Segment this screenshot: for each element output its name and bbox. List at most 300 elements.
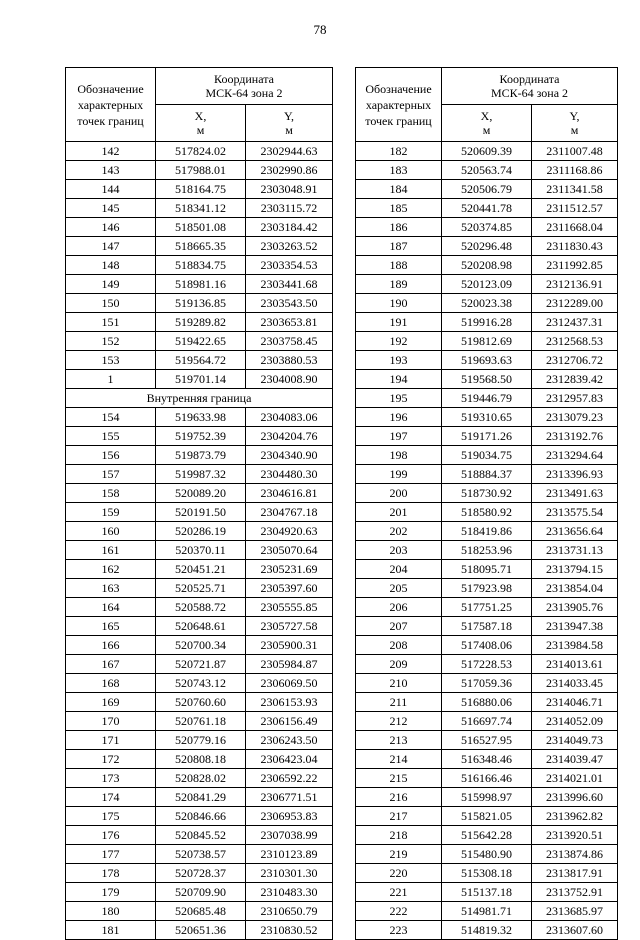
x-coordinate: 515821.05 — [442, 807, 532, 826]
table-row — [356, 731, 618, 750]
y-coordinate: 2313962.82 — [532, 807, 618, 826]
point-number: 194 — [356, 370, 442, 389]
table-row — [66, 370, 333, 389]
x-coordinate: 520089.20 — [156, 484, 246, 503]
table-row — [356, 370, 618, 389]
table-row — [356, 332, 618, 351]
x-coordinate: 515308.18 — [442, 864, 532, 883]
point-number: 179 — [66, 883, 156, 902]
coordinate-header — [156, 68, 333, 105]
table-row — [66, 750, 333, 769]
point-number: 155 — [66, 427, 156, 446]
point-number: 159 — [66, 503, 156, 522]
y-coordinate: 2306243.50 — [246, 731, 333, 750]
y-coordinate: 2314039.47 — [532, 750, 618, 769]
table-row — [356, 294, 618, 313]
x-coordinate: 519633.98 — [156, 408, 246, 427]
y-coordinate: 2306153.93 — [246, 693, 333, 712]
point-number: 208 — [356, 636, 442, 655]
x-coordinate: 520779.16 — [156, 731, 246, 750]
x-coordinate: 520728.37 — [156, 864, 246, 883]
y-coordinate: 2312289.00 — [532, 294, 618, 313]
table-row — [356, 788, 618, 807]
table-row — [66, 199, 333, 218]
x-coordinate: 520685.48 — [156, 902, 246, 921]
x-coordinate: 515642.28 — [442, 826, 532, 845]
y-coordinate: 2302990.86 — [246, 161, 333, 180]
point-number: 204 — [356, 560, 442, 579]
point-number: 153 — [66, 351, 156, 370]
y-coordinate: 2313920.51 — [532, 826, 618, 845]
table-row — [66, 788, 333, 807]
point-number: 160 — [66, 522, 156, 541]
table-row — [356, 446, 618, 465]
point-number: 196 — [356, 408, 442, 427]
table-row — [66, 465, 333, 484]
x-coordinate: 519136.85 — [156, 294, 246, 313]
y-coordinate: 2313752.91 — [532, 883, 618, 902]
x-coordinate: 517059.36 — [442, 674, 532, 693]
x-coordinate: 519812.69 — [442, 332, 532, 351]
table-row — [356, 142, 618, 161]
point-number: 148 — [66, 256, 156, 275]
table-row — [66, 598, 333, 617]
table-row — [66, 142, 333, 161]
y-unit: м — [285, 123, 293, 137]
y-unit: м — [570, 123, 579, 137]
x-coordinate: 519987.32 — [156, 465, 246, 484]
table-row — [356, 693, 618, 712]
table-row — [356, 180, 618, 199]
x-coordinate: 519701.14 — [156, 370, 246, 389]
y-coordinate: 2313996.60 — [532, 788, 618, 807]
y-coordinate: 2312839.42 — [532, 370, 618, 389]
table-row — [66, 617, 333, 636]
x-coordinate: 518730.92 — [442, 484, 532, 503]
x-coordinate: 519289.82 — [156, 313, 246, 332]
header-row — [356, 68, 618, 105]
point-number: 218 — [356, 826, 442, 845]
x-coordinate: 517228.53 — [442, 655, 532, 674]
point-number: 203 — [356, 541, 442, 560]
x-coordinate: 515137.18 — [442, 883, 532, 902]
y-coordinate: 2303115.72 — [246, 199, 333, 218]
x-coordinate: 518501.08 — [156, 218, 246, 237]
point-number: 217 — [356, 807, 442, 826]
y-coordinate: 2311668.04 — [532, 218, 618, 237]
y-coordinate: 2313396.93 — [532, 465, 618, 484]
table-row — [356, 408, 618, 427]
y-coordinate: 2303263.52 — [246, 237, 333, 256]
x-coordinate: 520648.61 — [156, 617, 246, 636]
y-coordinate: 2303048.91 — [246, 180, 333, 199]
table-row — [66, 522, 333, 541]
x-coordinate: 520123.09 — [442, 275, 532, 294]
table-row — [66, 389, 333, 408]
y-coordinate: 2306069.50 — [246, 674, 333, 693]
table-row — [66, 807, 333, 826]
x-coordinate: 518253.96 — [442, 541, 532, 560]
point-number: 157 — [66, 465, 156, 484]
point-number: 175 — [66, 807, 156, 826]
x-coordinate: 517587.18 — [442, 617, 532, 636]
point-number: 205 — [356, 579, 442, 598]
x-coordinate: 518095.71 — [442, 560, 532, 579]
x-coordinate: 517923.98 — [442, 579, 532, 598]
point-number: 215 — [356, 769, 442, 788]
table-row — [66, 883, 333, 902]
x-coordinate: 520721.87 — [156, 655, 246, 674]
table-row — [66, 769, 333, 788]
y-coordinate: 2304340.90 — [246, 446, 333, 465]
table-row — [356, 636, 618, 655]
table-row — [66, 256, 333, 275]
x-coordinate: 519873.79 — [156, 446, 246, 465]
point-number: 192 — [356, 332, 442, 351]
table-row — [356, 256, 618, 275]
point-number: 216 — [356, 788, 442, 807]
point-number: 198 — [356, 446, 442, 465]
x-coordinate: 519446.79 — [442, 389, 532, 408]
point-number: 176 — [66, 826, 156, 845]
y-coordinate: 2305984.87 — [246, 655, 333, 674]
y-coordinate: 2310301.30 — [246, 864, 333, 883]
point-number: 161 — [66, 541, 156, 560]
y-coordinate: 2304204.76 — [246, 427, 333, 446]
table-row — [66, 351, 333, 370]
x-coordinate: 520761.18 — [156, 712, 246, 731]
table-body-left — [66, 142, 333, 940]
y-coordinate: 2303184.42 — [246, 218, 333, 237]
x-coordinate: 520563.74 — [442, 161, 532, 180]
table-row — [66, 826, 333, 845]
table-row — [356, 275, 618, 294]
y-coordinate: 2306771.51 — [246, 788, 333, 807]
y-coordinate: 2303354.53 — [246, 256, 333, 275]
point-number: 154 — [66, 408, 156, 427]
y-label: Y, — [283, 109, 295, 123]
table-row — [66, 579, 333, 598]
y-coordinate: 2310483.30 — [246, 883, 333, 902]
x-coordinate: 519568.50 — [442, 370, 532, 389]
table-row — [356, 921, 618, 940]
x-coordinate: 520286.19 — [156, 522, 246, 541]
table-row — [66, 731, 333, 750]
point-number: 164 — [66, 598, 156, 617]
x-coordinate: 514819.32 — [442, 921, 532, 940]
x-header — [156, 105, 246, 142]
y-coordinate: 2313731.13 — [532, 541, 618, 560]
y-coordinate: 2305231.69 — [246, 560, 333, 579]
table-row — [356, 465, 618, 484]
x-coordinate: 520296.48 — [442, 237, 532, 256]
point-number: 156 — [66, 446, 156, 465]
table-row — [356, 541, 618, 560]
table-row — [356, 313, 618, 332]
y-coordinate: 2302944.63 — [246, 142, 333, 161]
table-row — [356, 845, 618, 864]
y-coordinate: 2313685.97 — [532, 902, 618, 921]
table-row — [66, 674, 333, 693]
point-number: 169 — [66, 693, 156, 712]
x-coordinate: 520374.85 — [442, 218, 532, 237]
point-number: 207 — [356, 617, 442, 636]
table-row — [356, 484, 618, 503]
y-coordinate: 2303653.81 — [246, 313, 333, 332]
x-coordinate: 520808.18 — [156, 750, 246, 769]
page-number: 78 — [313, 22, 327, 37]
y-coordinate: 2305070.64 — [246, 541, 333, 560]
y-coordinate: 2304920.63 — [246, 522, 333, 541]
y-coordinate: 2313491.63 — [532, 484, 618, 503]
table-row — [66, 503, 333, 522]
table-row — [356, 655, 618, 674]
table-row — [356, 351, 618, 370]
y-coordinate: 2306156.49 — [246, 712, 333, 731]
table-row — [356, 617, 618, 636]
point-number: 183 — [356, 161, 442, 180]
point-number: 213 — [356, 731, 442, 750]
table-row — [66, 845, 333, 864]
x-coordinate: 520651.36 — [156, 921, 246, 940]
y-coordinate: 2313192.76 — [532, 427, 618, 446]
x-coordinate: 516697.74 — [442, 712, 532, 731]
table-row — [356, 522, 618, 541]
table-row — [66, 864, 333, 883]
point-number: 167 — [66, 655, 156, 674]
y-coordinate: 2311512.57 — [532, 199, 618, 218]
x-coordinate: 519916.28 — [442, 313, 532, 332]
point-number: 182 — [356, 142, 442, 161]
x-coordinate: 520451.21 — [156, 560, 246, 579]
y-coordinate: 2306423.04 — [246, 750, 333, 769]
point-number: 200 — [356, 484, 442, 503]
x-coordinate: 516348.46 — [442, 750, 532, 769]
table-row — [356, 902, 618, 921]
table-row — [66, 446, 333, 465]
point-number: 151 — [66, 313, 156, 332]
x-coordinate: 518665.35 — [156, 237, 246, 256]
y-coordinate: 2313656.64 — [532, 522, 618, 541]
y-coordinate: 2304616.81 — [246, 484, 333, 503]
point-number: 220 — [356, 864, 442, 883]
table-row — [356, 503, 618, 522]
y-coordinate: 2311992.85 — [532, 256, 618, 275]
point-number: 146 — [66, 218, 156, 237]
y-coordinate: 2313575.54 — [532, 503, 618, 522]
x-coordinate: 520191.50 — [156, 503, 246, 522]
y-coordinate: 2314021.01 — [532, 769, 618, 788]
point-number: 201 — [356, 503, 442, 522]
x-coordinate: 517408.06 — [442, 636, 532, 655]
point-number: 149 — [66, 275, 156, 294]
x-coordinate: 519752.39 — [156, 427, 246, 446]
x-coordinate: 520743.12 — [156, 674, 246, 693]
designation-header: Обозначение характерных точек границ — [66, 68, 156, 142]
point-number: 150 — [66, 294, 156, 313]
table-row — [66, 275, 333, 294]
x-coordinate: 520828.02 — [156, 769, 246, 788]
x-coordinate: 520760.60 — [156, 693, 246, 712]
x-header — [442, 105, 532, 142]
x-coordinate: 518164.75 — [156, 180, 246, 199]
point-number: 162 — [66, 560, 156, 579]
table-row — [356, 218, 618, 237]
x-coordinate: 516166.46 — [442, 769, 532, 788]
x-coordinate: 515998.97 — [442, 788, 532, 807]
point-number: 212 — [356, 712, 442, 731]
x-coordinate: 520370.11 — [156, 541, 246, 560]
x-unit: м — [482, 123, 491, 137]
point-number: 211 — [356, 693, 442, 712]
x-coordinate: 519693.63 — [442, 351, 532, 370]
point-number: 209 — [356, 655, 442, 674]
coordinate-header — [442, 68, 618, 105]
table-row — [66, 313, 333, 332]
table-row — [66, 180, 333, 199]
table-row — [356, 807, 618, 826]
table-row — [66, 408, 333, 427]
point-number: 145 — [66, 199, 156, 218]
table-row — [356, 560, 618, 579]
point-number: 221 — [356, 883, 442, 902]
y-coordinate: 2304083.06 — [246, 408, 333, 427]
y-coordinate: 2310650.79 — [246, 902, 333, 921]
x-coordinate: 520208.98 — [442, 256, 532, 275]
x-coordinate: 518834.75 — [156, 256, 246, 275]
y-coordinate: 2312957.83 — [532, 389, 618, 408]
x-coordinate: 520506.79 — [442, 180, 532, 199]
y-coordinate: 2313817.91 — [532, 864, 618, 883]
y-coordinate: 2305900.31 — [246, 636, 333, 655]
point-number: 189 — [356, 275, 442, 294]
y-coordinate: 2303880.53 — [246, 351, 333, 370]
y-coordinate: 2306953.83 — [246, 807, 333, 826]
y-coordinate: 2304767.18 — [246, 503, 333, 522]
x-coordinate: 518580.92 — [442, 503, 532, 522]
y-coordinate: 2314052.09 — [532, 712, 618, 731]
y-coordinate: 2312136.91 — [532, 275, 618, 294]
x-coordinate: 519422.65 — [156, 332, 246, 351]
header-row — [66, 68, 333, 105]
y-coordinate: 2314046.71 — [532, 693, 618, 712]
table-row — [66, 693, 333, 712]
y-coordinate: 2304480.30 — [246, 465, 333, 484]
y-coordinate: 2314049.73 — [532, 731, 618, 750]
point-number: 193 — [356, 351, 442, 370]
point-number: 199 — [356, 465, 442, 484]
point-number: 206 — [356, 598, 442, 617]
x-coordinate: 519034.75 — [442, 446, 532, 465]
x-coordinate: 519564.72 — [156, 351, 246, 370]
y-label: Y, — [569, 109, 580, 123]
x-coordinate: 518341.12 — [156, 199, 246, 218]
x-coordinate: 520845.52 — [156, 826, 246, 845]
section-label: Внутренняя граница — [66, 389, 333, 408]
coordinate-system: МСК-64 зона 2 — [205, 86, 283, 100]
point-number: 195 — [356, 389, 442, 408]
table-row — [356, 674, 618, 693]
y-coordinate: 2313607.60 — [532, 921, 618, 940]
x-coordinate: 520525.71 — [156, 579, 246, 598]
y-coordinate: 2313905.76 — [532, 598, 618, 617]
y-coordinate: 2303543.50 — [246, 294, 333, 313]
x-coordinate: 516527.95 — [442, 731, 532, 750]
table-row — [66, 218, 333, 237]
y-header — [532, 105, 618, 142]
point-number: 172 — [66, 750, 156, 769]
point-number: 166 — [66, 636, 156, 655]
point-number: 191 — [356, 313, 442, 332]
point-number: 147 — [66, 237, 156, 256]
y-coordinate: 2303441.68 — [246, 275, 333, 294]
table-row — [66, 161, 333, 180]
table-row — [66, 636, 333, 655]
x-coordinate: 517751.25 — [442, 598, 532, 617]
point-number: 163 — [66, 579, 156, 598]
x-coordinate: 520709.90 — [156, 883, 246, 902]
coordinate-title: Координата — [214, 72, 274, 86]
table-row — [356, 826, 618, 845]
x-coordinate: 520023.38 — [442, 294, 532, 313]
coordinates-table-right — [355, 67, 618, 940]
y-coordinate: 2304008.90 — [246, 370, 333, 389]
table-row — [356, 427, 618, 446]
x-coordinate: 520609.39 — [442, 142, 532, 161]
table-row — [356, 389, 618, 408]
x-coordinate: 519310.65 — [442, 408, 532, 427]
point-number: 186 — [356, 218, 442, 237]
table-row — [66, 541, 333, 560]
y-coordinate: 2313874.86 — [532, 845, 618, 864]
y-coordinate: 2305727.58 — [246, 617, 333, 636]
point-number: 142 — [66, 142, 156, 161]
point-number: 187 — [356, 237, 442, 256]
point-number: 178 — [66, 864, 156, 883]
coordinate-title: Координата — [499, 72, 560, 86]
x-coordinate: 517988.01 — [156, 161, 246, 180]
point-number: 171 — [66, 731, 156, 750]
x-unit: м — [196, 123, 205, 137]
point-number: 219 — [356, 845, 442, 864]
y-coordinate: 2312568.53 — [532, 332, 618, 351]
point-number: 174 — [66, 788, 156, 807]
y-coordinate: 2314033.45 — [532, 674, 618, 693]
x-coordinate: 520841.29 — [156, 788, 246, 807]
point-number: 188 — [356, 256, 442, 275]
x-coordinate: 520846.66 — [156, 807, 246, 826]
x-coordinate: 515480.90 — [442, 845, 532, 864]
y-coordinate: 2307038.99 — [246, 826, 333, 845]
point-number: 190 — [356, 294, 442, 313]
y-coordinate: 2312437.31 — [532, 313, 618, 332]
point-number: 184 — [356, 180, 442, 199]
table-row — [356, 161, 618, 180]
point-number: 214 — [356, 750, 442, 769]
x-label: X, — [480, 109, 493, 123]
table-row — [356, 199, 618, 218]
y-coordinate: 2314013.61 — [532, 655, 618, 674]
x-coordinate: 519171.26 — [442, 427, 532, 446]
y-coordinate: 2305397.60 — [246, 579, 333, 598]
y-coordinate: 2313947.38 — [532, 617, 618, 636]
y-coordinate: 2311341.58 — [532, 180, 618, 199]
y-coordinate: 2313984.58 — [532, 636, 618, 655]
table-row — [356, 579, 618, 598]
x-coordinate: 520588.72 — [156, 598, 246, 617]
coordinates-table-left — [65, 67, 333, 940]
y-coordinate: 2306592.22 — [246, 769, 333, 788]
